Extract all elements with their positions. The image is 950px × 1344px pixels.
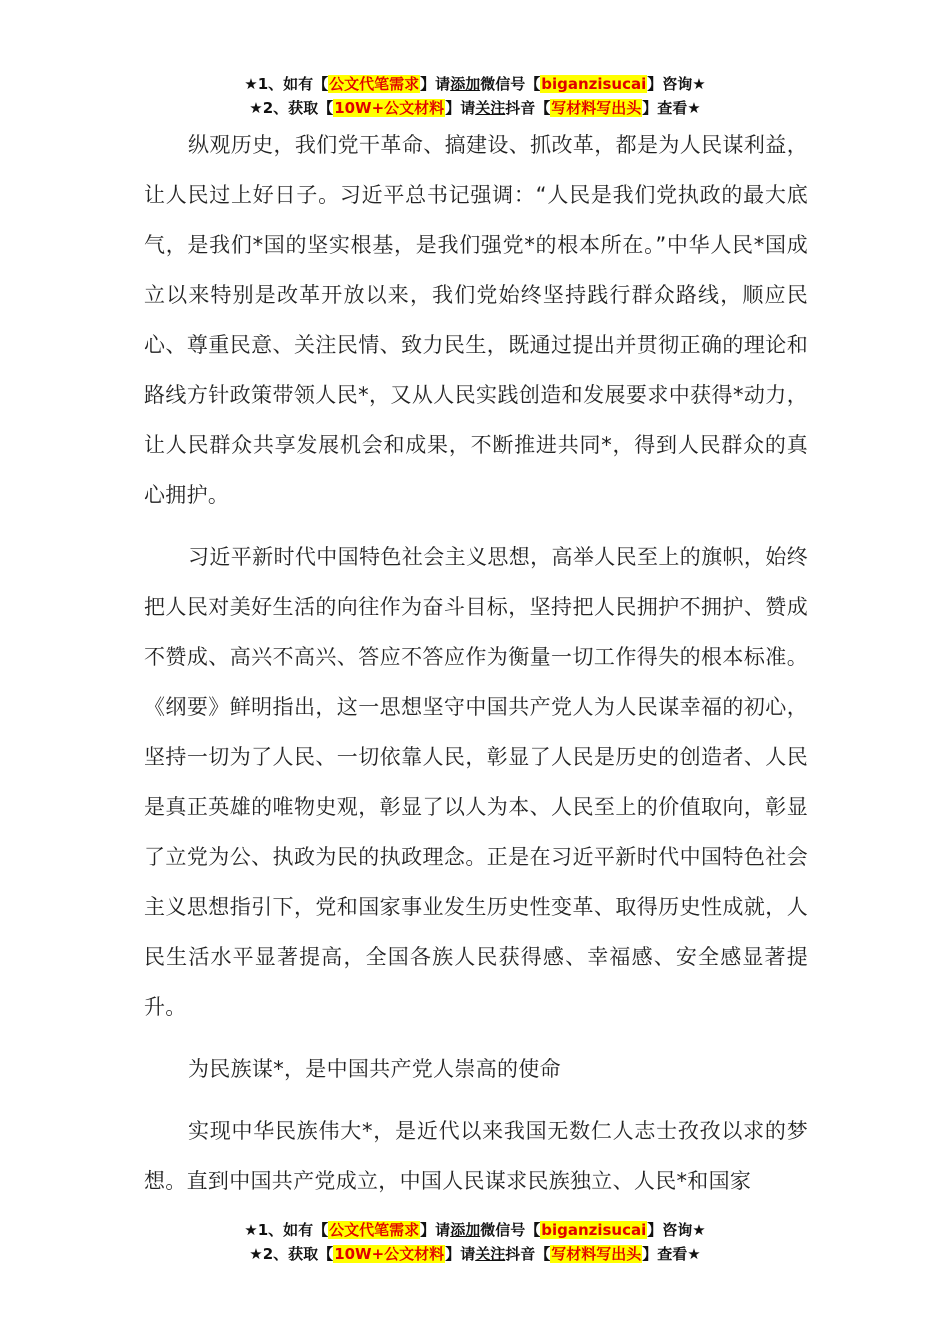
paragraph-3: 实现中华民族伟大*，是近代以来我国无数仁人志士孜孜以求的梦想。直到中国共产党成立，中国人民谋求民族独立、人民*和国家 <box>144 1119 808 1193</box>
banner-line-2 <box>0 96 950 120</box>
highlight-service: 公文代笔需求 <box>329 1221 420 1239</box>
highlight-materials: 10W+公文材料 <box>334 99 445 117</box>
paragraph-2: 习近平新时代中国特色社会主义思想，高举人民至上的旗帜，始终把人民对美好生活的向往作为奋斗目标，坚持把人民拥护不拥护、赞成不赞成、高兴不高兴、答应不答应作为衡量一切工作得失的根本标准。《纲要》鲜明指出，这一思想坚守中国共产党人为人民谋幸福的初心，坚持一切为了人民、一切依靠人民，彰显了人民是历史的创造者、人民是真正英雄的唯物史观，彰显了以人为本、人民至上的价值取向，彰显了立党为公、执政为民的执政理念。正是在习近平新时代中国特色社会主义思想指引下，党和国家事业发生历史性变革、取得历史性成就，人民生活水平显著提高，全国各族人民获得感、幸福感、安全感显著提升。 <box>144 545 808 1019</box>
paragraph-1: 纵观历史，我们党干革命、搞建设、抓改革，都是为人民谋利益，让人民过上好日子。习近平总书记强调：“人民是我们党执政的最大底气，是我们*国的坚实根基，是我们强党*的根本所在。”中华人民*国成立以来特别是改革开放以来，我们党始终坚持践行群众路线，顺应民心、尊重民意、关注民情、致力民生，既通过提出并贯彻正确的理论和路线方针政策带领人民*，又从人民实践创造和发展要求中获得*动力，让人民群众共享发展机会和成果，不断推进共同*，得到人民群众的真心拥护。 <box>144 133 808 507</box>
banner-text: 】查看★ <box>642 1245 701 1263</box>
highlight-service: 公文代笔需求 <box>329 75 420 93</box>
highlight-materials: 10W+公文材料 <box>334 1245 445 1263</box>
banner-underlined-text: 关注 <box>475 1245 506 1263</box>
banner-text: ★2、获取【 <box>249 1245 334 1263</box>
banner-underlined-text: 添加 <box>450 75 481 93</box>
banner-text: 】请 <box>420 75 451 93</box>
banner-text: 】咨询★ <box>647 1221 706 1239</box>
banner-text: 】请 <box>420 1221 451 1239</box>
section-heading: 为民族谋*，是中国共产党人崇高的使命 <box>188 1057 561 1081</box>
highlight-douyin-account: 写材料写出头 <box>551 99 642 117</box>
banner-text: 抖音【 <box>505 1245 551 1263</box>
highlight-wechat-id: biganzisucai <box>541 75 647 93</box>
banner-line-1 <box>0 1218 950 1242</box>
banner-text: 微信号【 <box>480 75 541 93</box>
highlight-wechat-id: biganzisucai <box>541 1221 647 1239</box>
banner-text: ★2、获取【 <box>249 99 334 117</box>
banner-line-1 <box>0 72 950 96</box>
banner-text: 】请 <box>445 99 476 117</box>
banner-line-2 <box>0 1242 950 1266</box>
banner-text: ★1、如有【 <box>244 1221 329 1239</box>
highlight-douyin-account: 写材料写出头 <box>551 1245 642 1263</box>
footer-banner <box>0 1218 950 1266</box>
banner-text: 抖音【 <box>505 99 551 117</box>
document-body <box>144 120 808 1206</box>
banner-underlined-text: 添加 <box>450 1221 481 1239</box>
banner-text: 】查看★ <box>642 99 701 117</box>
banner-text: 】请 <box>445 1245 476 1263</box>
banner-text: 】咨询★ <box>647 75 706 93</box>
banner-text: ★1、如有【 <box>244 75 329 93</box>
banner-underlined-text: 关注 <box>475 99 506 117</box>
header-banner <box>0 72 950 120</box>
banner-text: 微信号【 <box>480 1221 541 1239</box>
